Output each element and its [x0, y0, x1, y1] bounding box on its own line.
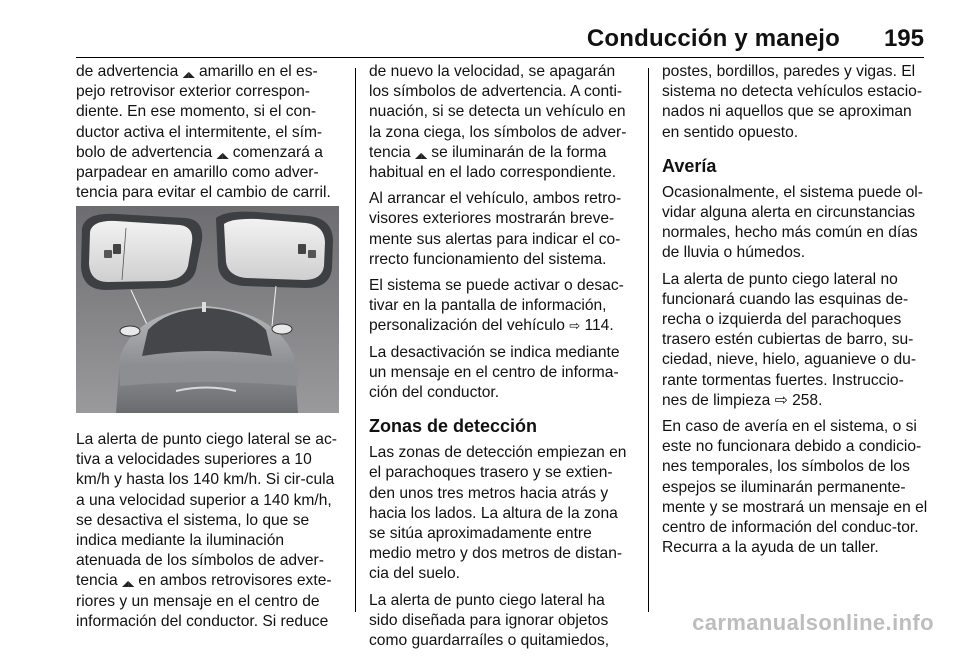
paragraph: Las zonas de detección empiezan en el parachoques trasero y se extien-den unos tres metros hacia atrás y hacia los lados. La altura de la zona se sitúa aproximadamente entre medio metro y dos metros de distan-cia del suelo.: [369, 444, 627, 583]
section-heading: Zonas de detección: [369, 416, 538, 437]
header-rule: [76, 57, 924, 58]
watermark: carmanualsonline.info: [692, 610, 934, 635]
paragraph: Al arrancar el vehículo, ambos retro-visores exteriores mostrarán breve-mente sus alertas para indicar el co-rrecto funcionamiento del sistema.: [369, 190, 622, 268]
column-divider: [355, 68, 356, 612]
blind-spot-warning-icon: ◢◣: [216, 150, 229, 160]
paragraph: El sistema se puede activar o desac-tivar en la pantalla de información, personalización del vehículo ⇨ 114.: [369, 277, 624, 335]
column-2: [369, 62, 633, 657]
column-1: [76, 62, 342, 209]
page-reference[interactable]: ⇨ 258.: [774, 391, 823, 409]
page-number: 195: [883, 25, 924, 52]
blind-spot-warning-icon: ◢◣: [182, 70, 195, 79]
paragraph: La alerta de punto ciego lateral no funcionará cuando las esquinas de-recha o izquierda del parachoques trasero estén cubiertas de barro, su-ciedad, nieve, hielo, aguanieve o du-rante tormentas fuertes. Instruccio-nes de limpieza ⇨ 258.: [662, 270, 917, 409]
page-header: [0, 0, 960, 58]
page-reference[interactable]: 114.: [580, 317, 614, 335]
paragraph: La alerta de punto ciego lateral ha sido diseñada para ignorar objetos como guardarraíles o quitamiedos,: [369, 591, 610, 650]
paragraph: Ocasionalmente, el sistema puede ol-vidar alguna alerta en circunstancias normales, hecho más común en días de lluvia o húmedos.: [662, 183, 923, 262]
paragraph: de nuevo la velocidad, se apagarán los símbolos de advertencia. A conti-nuación, si se detecta un vehículo en la zona ciega, los símbolos de adver-tencia ◢◣ se iluminarán de la forma habitual en el lado correspondiente.: [369, 63, 627, 182]
paragraph: postes, bordillos, paredes y vigas. El sistema no detecta vehículos estacio-nados ni aquellos que se aproximan en sentido opuesto.: [662, 63, 923, 141]
blind-spot-mirror-illustration: [76, 206, 339, 413]
section-title: Conducción y manejo: [586, 25, 840, 52]
page-reference-arrow-icon[interactable]: ⇨: [569, 318, 581, 334]
column-divider: [648, 68, 649, 612]
section-heading: Avería: [662, 155, 717, 176]
blind-spot-warning-icon: ◢◣: [121, 579, 135, 589]
paragraph: En caso de avería en el sistema, o si este no funcionara debido a condicio-nes temporales, los símbolos de los espejos se iluminarán permanente-mente y se mostrará un mensaje en el centro de información del conduc-tor. Recurra a la ayuda de un taller.: [662, 418, 928, 557]
column-3: [662, 62, 928, 564]
paragraph: La desactivación se indica mediante un mensaje en el centro de informa-ción del conductor.: [369, 343, 620, 402]
column-1-lower: [76, 430, 342, 632]
paragraph: La alerta de punto ciego lateral se ac-tiva a velocidades superiores a 10 km/h y hasta los 140 km/h. Si cir-cula a una velocidad superior a 140 km/h, se desactiva el sistema, lo que se indica mediante la iluminación atenuada de los símbolos de adver-tencia ◢◣ en ambos retrovisores exte-riores y un mensaje en el centro de información del conductor. Si reduce: [76, 431, 337, 630]
paragraph: de advertencia ◢◣ amarillo en el es-pejo retrovisor exterior correspon-diente. En ese momento, si el con-ductor activa el intermitente, el sím-bolo de advertencia ◢◣ comenzará a parpadear en amarillo como adver-tencia para evitar el cambio de carril.: [76, 63, 331, 202]
blind-spot-warning-icon: ◢◣: [414, 150, 428, 160]
